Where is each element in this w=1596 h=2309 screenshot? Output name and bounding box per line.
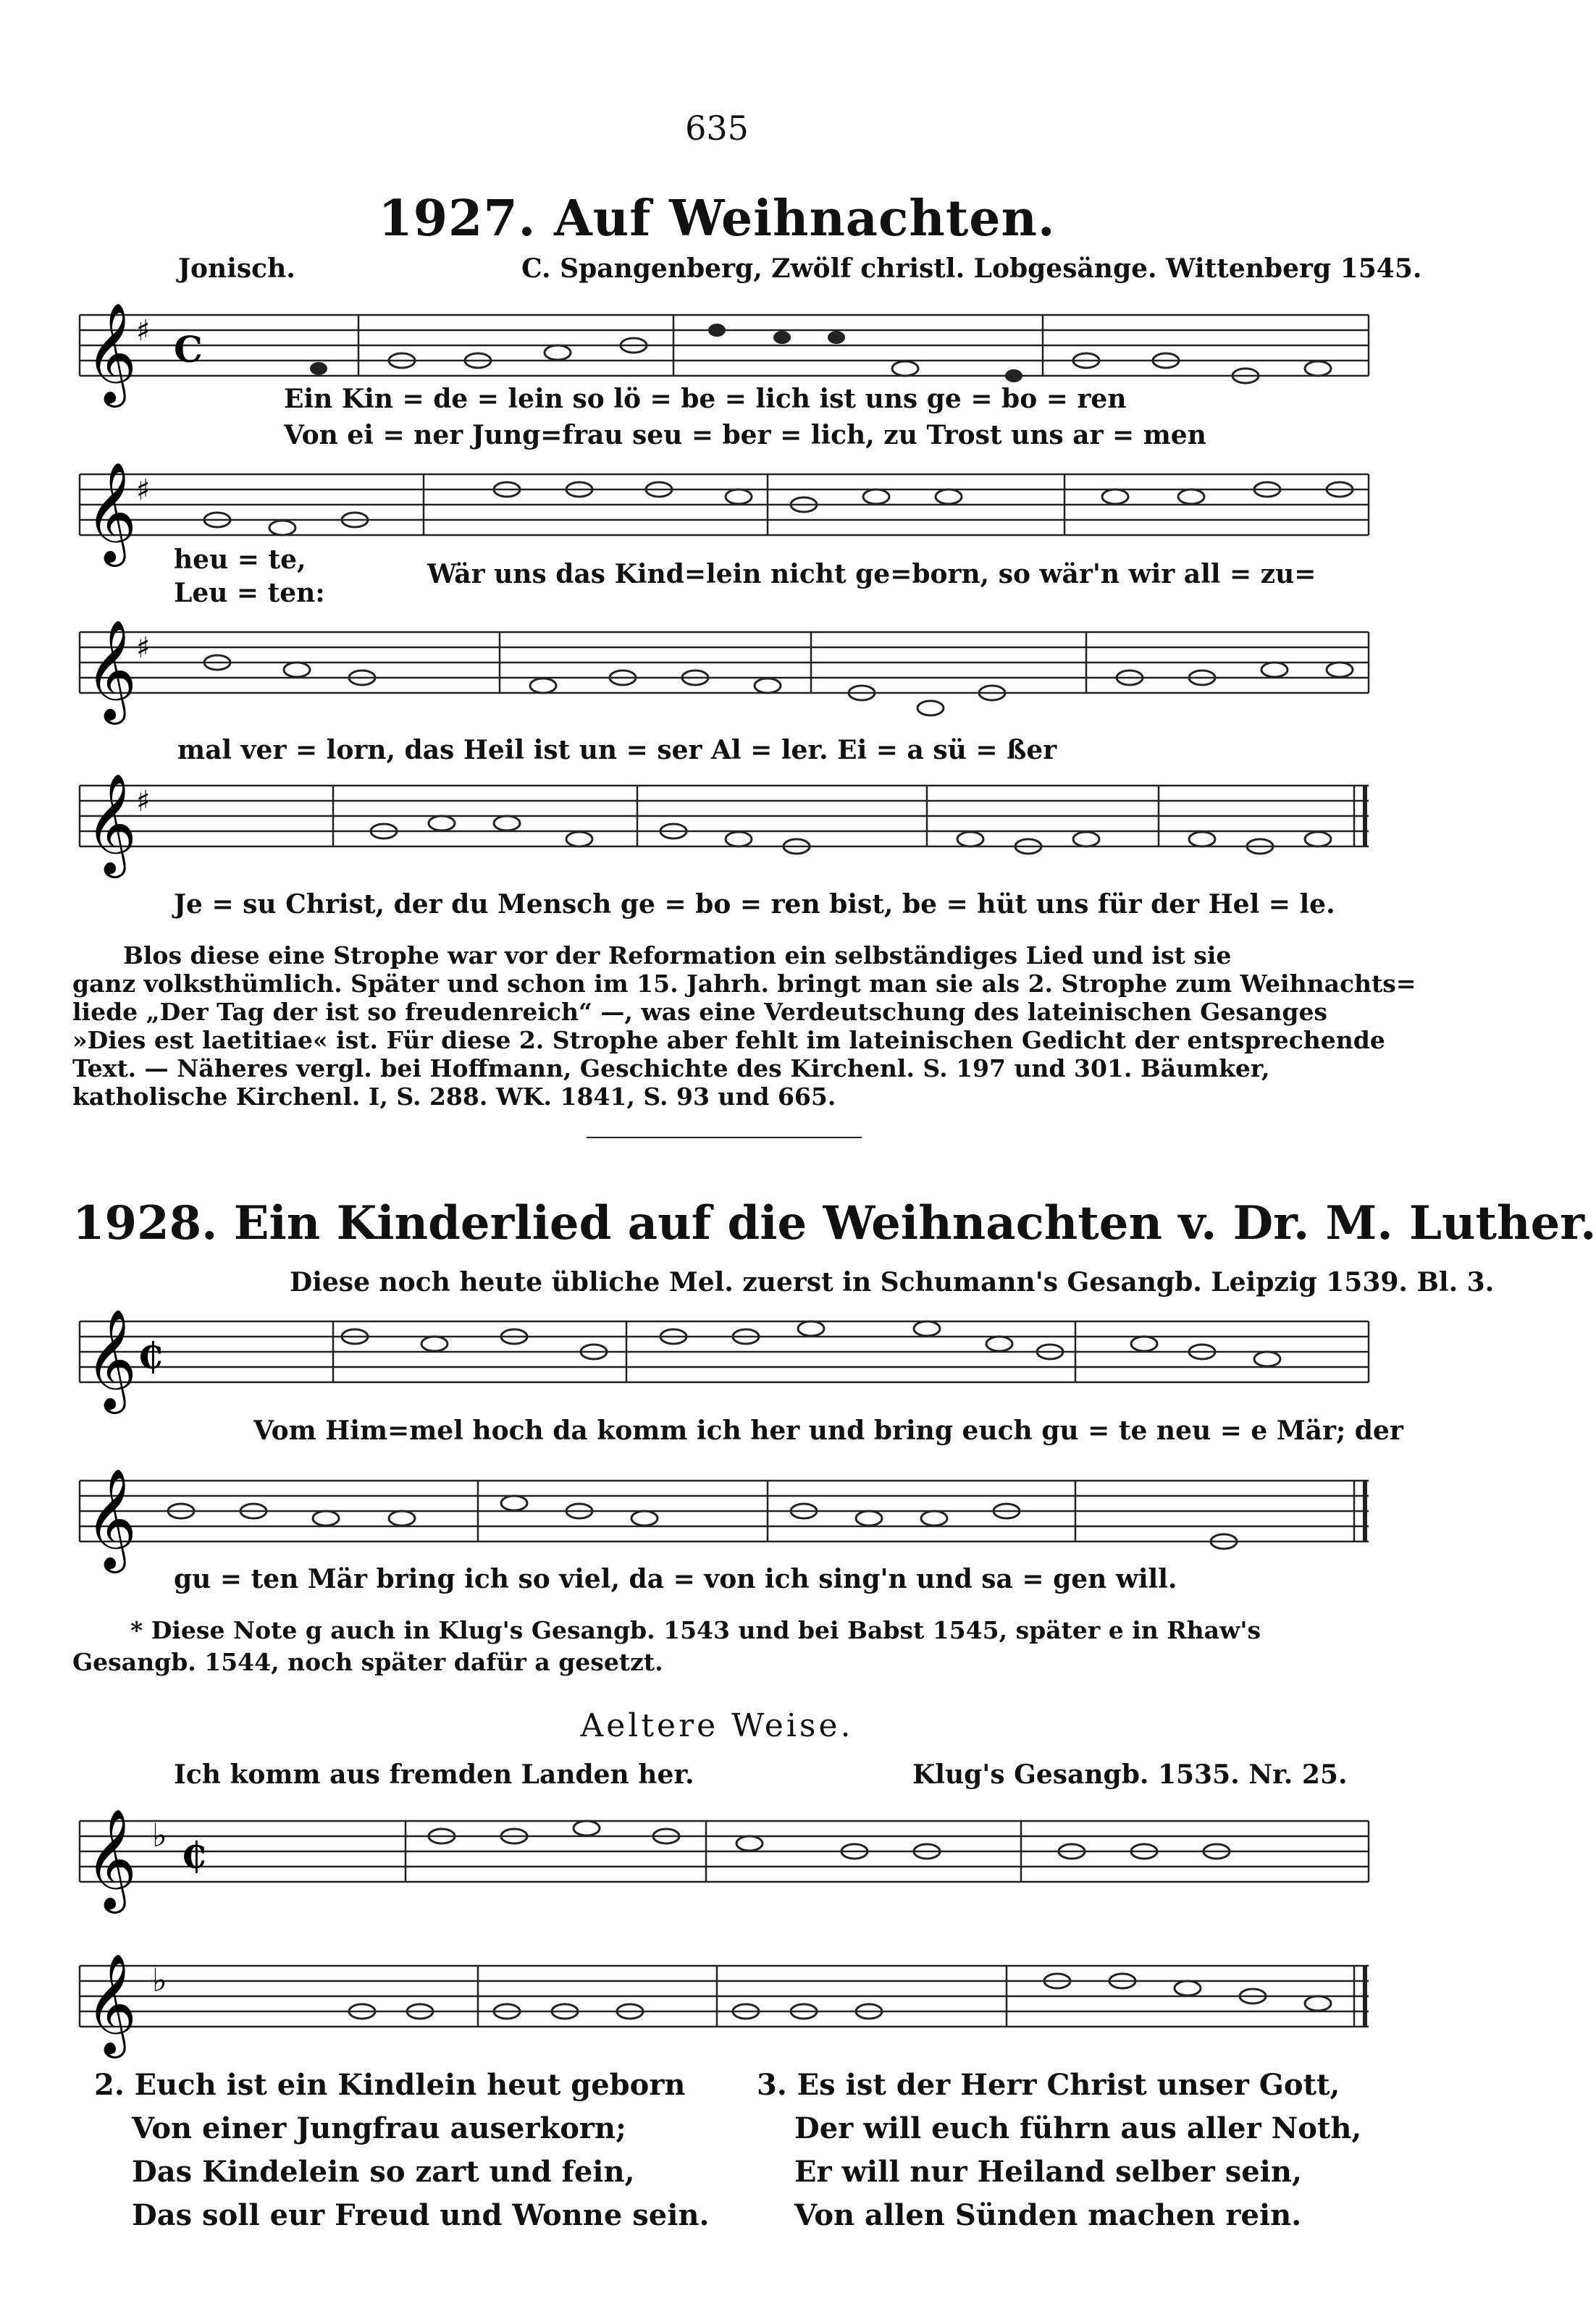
verse-2 [94, 2064, 709, 2237]
music-staff-8 [72, 1948, 1376, 2056]
svg-text:C: C [174, 328, 203, 371]
page-number: 635 [685, 109, 749, 148]
lyric-line-3: mal ver = lorn, das Heil ist un = ser Al = ler. Ei = a sü = ßer [177, 735, 1057, 765]
svg-text:𝄞: 𝄞 [85, 1309, 137, 1410]
note-line: katholische Kirchenl. I, S. 288. WK. 1841, S. 93 und 665. [72, 1082, 836, 1111]
verse-3 [757, 2064, 1361, 2237]
svg-text:𝄞: 𝄞 [85, 1468, 137, 1569]
older-melody-title: Aeltere Weise. [580, 1707, 854, 1744]
svg-text:♯: ♯ [136, 631, 151, 665]
hymn-1928-title: 1928. Ein Kinderlied auf die Weihnachten v. Dr. M. Luther. [72, 1196, 1596, 1250]
svg-text:₵: ₵ [181, 1834, 206, 1877]
svg-text:♯: ♯ [136, 785, 151, 818]
verse-line: Der will euch führn aus aller Noth, [794, 2111, 1362, 2145]
svg-text:♯: ♯ [136, 314, 151, 348]
hymn-1927-note [72, 941, 1416, 1111]
svg-text:♭: ♭ [152, 1962, 167, 1999]
lyric-line-1a: Ein Kin = de = lein so lö = be = lich ist uns ge = bo = ren [284, 384, 1127, 414]
music-staff-7 [72, 1803, 1376, 1911]
note-line: »Dies est laetitiae« ist. Für diese 2. Strophe aber fehlt im lateinischen Gedicht der entsprechende [72, 1026, 1385, 1054]
lyric-1928-line-2: gu = ten Mär bring ich so viel, da = von ich sing'n und sa = gen will. [174, 1564, 1177, 1594]
footnote [72, 1615, 1361, 1678]
hymn-1928-source: Diese noch heute übliche Mel. zuerst in Schumann's Gesangb. Leipzig 1539. Bl. 3. [290, 1267, 1495, 1298]
note-line: ganz volksthümlich. Später und schon im 15. Jahrh. bringt man sie als 2. Strophe zum Weihnachts= [72, 970, 1416, 998]
note-line: Text. — Näheres vergl. bei Hoffmann, Geschichte des Kirchenl. S. 197 und 301. Bäumker, [72, 1054, 1270, 1082]
svg-text:₵: ₵ [138, 1334, 163, 1377]
lyric-line-1b: Von ei = ner Jung=frau seu = ber = lich, zu Trost uns ar = men [284, 420, 1206, 450]
svg-text:𝄞: 𝄞 [85, 620, 137, 720]
svg-text:♭: ♭ [152, 1817, 167, 1854]
music-staff-4 [72, 767, 1376, 876]
lyric-leuten: Leu = ten: [174, 578, 325, 608]
verse-line: Das soll eur Freud und Wonne sein. [132, 2198, 710, 2232]
treble-clef-icon: 𝄞 [85, 303, 137, 403]
hymn-1927-title: 1927. Auf Weihnachten. [378, 190, 1056, 248]
note-line: liede „Der Tag der ist so freudenreich“ —, was eine Verdeutschung des lateinischen Gesanges [72, 998, 1328, 1026]
verse-line: Das Kindelein so zart und fein, [132, 2155, 635, 2189]
hymn-1927-mode: Jonisch. [178, 253, 295, 284]
verse-line: Von allen Sünden machen rein. [794, 2198, 1302, 2232]
svg-text:𝄞: 𝄞 [85, 462, 137, 563]
music-staff-5 [72, 1303, 1376, 1412]
music-staff-3 [72, 614, 1376, 723]
older-source-left: Ich komm aus fremden Landen her. [174, 1759, 694, 1790]
lyric-line-2: Wär uns das Kind=lein nicht ge=born, so wär'n wir all = zu= [427, 559, 1316, 589]
footnote-line: * Diese Note g auch in Klug's Gesangb. 1543 und bei Babst 1545, später e in Rhaw's [130, 1616, 1261, 1644]
svg-text:𝄞: 𝄞 [85, 1809, 137, 1909]
verse-line: Er will nur Heiland selber sein, [794, 2155, 1302, 2189]
svg-text:𝄞: 𝄞 [85, 773, 137, 874]
lyric-heute: heu = te, [174, 544, 306, 575]
note-line: Blos diese eine Strophe war vor der Reformation ein selbständiges Lied und ist sie [123, 941, 1232, 970]
verse-line: Von einer Jungfrau auserkorn; [132, 2111, 626, 2145]
lyric-line-4: Je = su Christ, der du Mensch ge = bo = ren bist, be = hüt uns für der Hel = le. [174, 889, 1335, 920]
svg-text:𝄞: 𝄞 [85, 1953, 137, 2054]
section-divider [587, 1137, 862, 1138]
older-source-right: Klug's Gesangb. 1535. Nr. 25. [912, 1759, 1348, 1790]
verse-line: 3. Es ist der Herr Christ unser Gott, [757, 2068, 1340, 2102]
svg-text:♯: ♯ [136, 474, 151, 507]
lyric-1928-line-1: Vom Him=mel hoch da komm ich her und bring euch gu = te neu = e Mär; der [253, 1416, 1403, 1446]
music-staff-6 [72, 1463, 1376, 1571]
verse-line: 2. Euch ist ein Kindlein heut geborn [94, 2068, 686, 2102]
hymn-1927-source: C. Spangenberg, Zwölf christl. Lobgesänge. Wittenberg 1545. [521, 253, 1422, 284]
footnote-line: Gesangb. 1544, noch später dafür a gesetzt. [72, 1648, 663, 1676]
